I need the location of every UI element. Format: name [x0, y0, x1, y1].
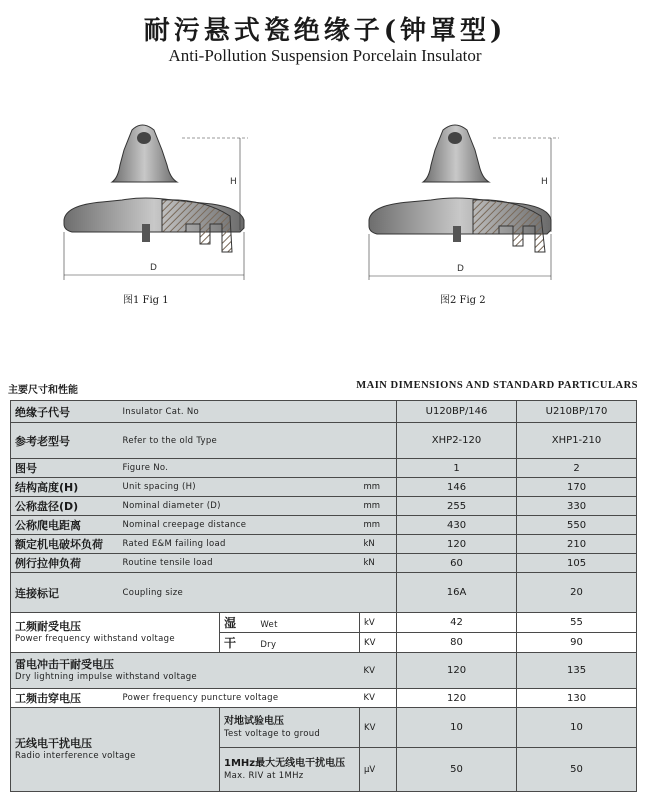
value-col2: 550 [517, 516, 637, 535]
table-row [11, 423, 637, 459]
value-col1: 60 [397, 554, 517, 573]
row-label-cn: 工频耐受电压 [15, 619, 81, 633]
row-label-en: Routine tensile load [119, 554, 360, 573]
row-label-en: Unit spacing (H) [119, 478, 360, 497]
value-col1: 42 [397, 613, 517, 633]
row-unit: KV [360, 689, 397, 708]
table-row [11, 689, 637, 708]
value-col2: 55 [517, 613, 637, 633]
riv-max-cn: 1MHz最大无线电干扰电压 [224, 757, 346, 769]
value-col2: 20 [517, 573, 637, 613]
row-unit: kV [360, 613, 397, 633]
value-col2: 2 [517, 459, 637, 478]
table-row [11, 708, 637, 748]
riv-test-cell [220, 708, 360, 748]
dim-h-label-2: H [541, 177, 548, 187]
pf-wet-en: Wet [260, 620, 278, 630]
value-col2: 10 [517, 708, 637, 748]
table-row [11, 613, 637, 633]
value-col1: 430 [397, 516, 517, 535]
row-unit: KV [360, 653, 397, 689]
row-label-en: Insulator Cat. No [119, 401, 397, 423]
value-col1: 10 [397, 708, 517, 748]
table-row [11, 459, 637, 478]
li-label-cell [11, 653, 360, 689]
row-label-en: Power frequency puncture voltage [119, 689, 360, 708]
riv-test-en: Test voltage to groud [224, 728, 321, 739]
row-label-cn: 连接标记 [11, 573, 119, 613]
section-title-en: MAIN DIMENSIONS AND STANDARD PARTICULARS [356, 380, 638, 391]
pf-wet-cell [220, 613, 360, 633]
table-row [11, 653, 637, 689]
row-unit: mm [360, 478, 397, 497]
value-col1: 255 [397, 497, 517, 516]
value-col1: 120 [397, 653, 517, 689]
value-col2: 170 [517, 478, 637, 497]
row-label-en: Refer to the old Type [119, 423, 397, 459]
row-unit: mm [360, 497, 397, 516]
row-label-cn: 例行拉伸负荷 [11, 554, 119, 573]
value-col2: 135 [517, 653, 637, 689]
row-label-cn: 图号 [11, 459, 119, 478]
row-label-en: Radio interference voltage [15, 750, 136, 761]
row-unit: μV [360, 748, 397, 792]
row-label-cn: 公称爬电距离 [11, 516, 119, 535]
table-row [11, 554, 637, 573]
section-title-cn: 主要尺寸和性能 [8, 385, 78, 396]
row-label-en: Figure No. [119, 459, 397, 478]
value-col2: 330 [517, 497, 637, 516]
riv-test-cn: 对地试验电压 [224, 715, 284, 727]
dim-d-label-2: D [457, 264, 464, 274]
pf-wet-cn: 湿 [224, 616, 237, 630]
value-col1: 80 [397, 633, 517, 653]
row-label-cn: 额定机电破坏负荷 [11, 535, 119, 554]
value-col1: 1 [397, 459, 517, 478]
value-col1: U120BP/146 [397, 401, 517, 423]
pf-dry-en: Dry [260, 640, 277, 650]
value-col2: 50 [517, 748, 637, 792]
table-row [11, 573, 637, 613]
dim-d-label: D [150, 263, 157, 273]
row-label-en: Rated E&M failing load [119, 535, 360, 554]
value-col1: 146 [397, 478, 517, 497]
value-col2: 130 [517, 689, 637, 708]
row-unit: kN [360, 554, 397, 573]
value-col2: U210BP/170 [517, 401, 637, 423]
table-row [11, 497, 637, 516]
table-row [11, 401, 637, 423]
table-row [11, 516, 637, 535]
riv-label-cell [11, 708, 220, 792]
row-label-cn: 绝缘子代号 [11, 401, 119, 423]
specs-table [10, 400, 637, 792]
pf-dry-cn: 干 [224, 636, 237, 650]
row-label-cn: 无线电干扰电压 [15, 736, 92, 750]
row-label-cn: 公称盘径(D) [11, 497, 119, 516]
row-label-en: Power frequency withstand voltage [15, 633, 175, 644]
value-col1: 50 [397, 748, 517, 792]
figure-2-drawing [365, 120, 565, 280]
figure-2-caption: 图2 Fig 2 [440, 295, 486, 306]
row-label-cn: 参考老型号 [11, 423, 119, 459]
table-row [11, 535, 637, 554]
value-col1: XHP2-120 [397, 423, 517, 459]
row-unit: kN [360, 535, 397, 554]
row-unit: mm [360, 516, 397, 535]
row-label-cn: 结构高度(H) [11, 478, 119, 497]
value-col1: 120 [397, 689, 517, 708]
value-col2: 210 [517, 535, 637, 554]
row-label-en: Dry lightning impulse withstand voltage [15, 671, 197, 682]
riv-max-cell [220, 748, 360, 792]
table-row [11, 478, 637, 497]
row-label-cn: 工频击穿电压 [11, 689, 119, 708]
value-col1: 16A [397, 573, 517, 613]
figure-1-caption: 图1 Fig 1 [123, 295, 169, 306]
figure-1-drawing [62, 120, 262, 280]
dim-h-label: H [230, 177, 237, 187]
row-unit: KV [360, 708, 397, 748]
value-col2: 90 [517, 633, 637, 653]
row-label-en: Nominal creepage distance [119, 516, 360, 535]
pf-dry-cell [220, 633, 360, 653]
row-label-cn: 雷电冲击干耐受电压 [15, 657, 114, 671]
row-label-en: Nominal diameter (D) [119, 497, 360, 516]
row-label-en: Coupling size [119, 573, 397, 613]
page-title-cn: 耐污悬式瓷绝缘子(钟罩型) [143, 16, 507, 46]
riv-max-en: Max. RIV at 1MHz [224, 770, 304, 781]
pf-label-cell [11, 613, 220, 653]
row-unit: KV [360, 633, 397, 653]
page-title-en: Anti-Pollution Suspension Porcelain Insulator [168, 46, 482, 65]
value-col2: 105 [517, 554, 637, 573]
value-col1: 120 [397, 535, 517, 554]
value-col2: XHP1-210 [517, 423, 637, 459]
